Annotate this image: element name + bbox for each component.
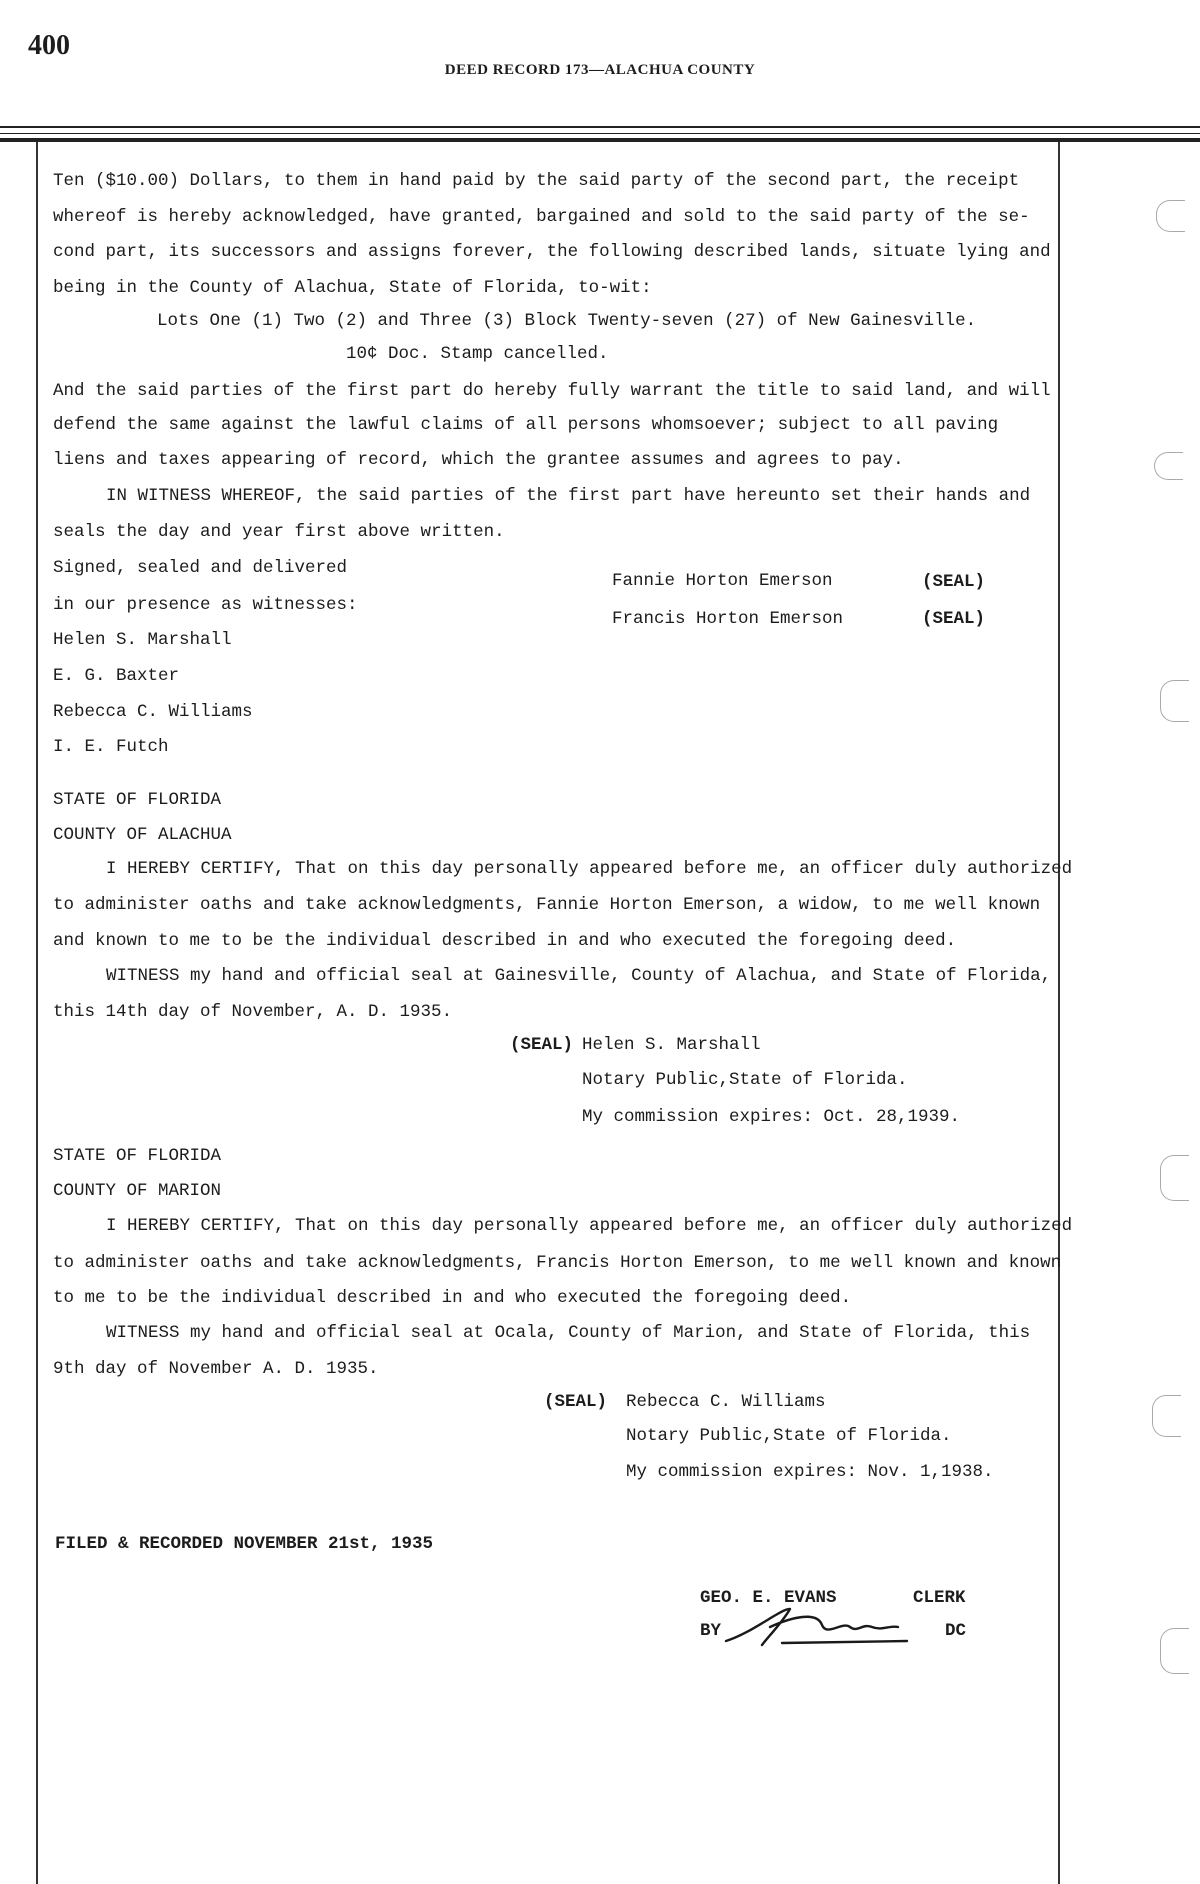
deed-line: liens and taxes appearing of record, which the grantee assumes and agrees to pay. [53,450,904,470]
punch-hole [1156,200,1185,232]
ack2-line: WITNESS my hand and official seal at Ocala, County of Marion, and State of Florida, this [106,1323,1031,1343]
deed-line: seals the day and year first above written. [53,522,505,542]
witness-name: E. G. Baxter [53,666,180,686]
grantor-name: Francis Horton Emerson [612,609,844,629]
deed-line: IN WITNESS WHEREOF, the said parties of the first part have hereunto set their hands and [106,486,1031,506]
ack1-line: and known to me to be the individual described in and who executed the foregoing deed. [53,931,957,951]
punch-hole [1160,680,1189,722]
filed-recorded: FILED & RECORDED NOVEMBER 21st, 1935 [55,1534,434,1554]
deed-line: whereof is hereby acknowledged, have granted, bargained and sold to the said party of the se- [53,207,1030,227]
punch-hole [1152,1395,1181,1437]
punch-hole [1154,452,1183,480]
deed-line: cond part, its successors and assigns forever, the following described lands, situate lying and [53,242,1051,262]
witness-heading: in our presence as witnesses: [53,595,358,615]
ack2-notary-title: Notary Public,State of Florida. [626,1426,952,1446]
deed-line: And the said parties of the first part do hereby fully warrant the title to said land, and will [53,381,1051,401]
header-rule [0,126,1200,128]
ack1-notary-name: Helen S. Marshall [582,1035,761,1055]
punch-hole [1160,1628,1189,1674]
ack1-state: STATE OF FLORIDA [53,790,222,810]
deputy-signature-icon [722,1603,912,1648]
ack2-state: STATE OF FLORIDA [53,1146,222,1166]
ack2-seal: (SEAL) [544,1392,608,1412]
ack2-line: to administer oaths and take acknowledgments, Francis Horton Emerson, to me well known and known [53,1253,1062,1273]
witness-name: I. E. Futch [53,737,169,757]
ack2-line: to me to be the individual described in and who executed the foregoing deed. [53,1288,852,1308]
ack1-commission: My commission expires: Oct. 28,1939. [582,1107,961,1127]
ack2-county: COUNTY OF MARION [53,1181,222,1201]
ack1-line: WITNESS my hand and official seal at Gainesville, County of Alachua, and State of Florida, [106,966,1052,986]
grantor-seal: (SEAL) [922,572,986,592]
by-label: BY [700,1621,722,1641]
grantor-seal: (SEAL) [922,609,986,629]
clerk-title: CLERK [913,1588,966,1608]
page-title: DEED RECORD 173—ALACHUA COUNTY [444,62,756,78]
header-rule [0,133,1200,134]
ack2-notary-name: Rebecca C. Williams [626,1392,826,1412]
deed-line: Ten ($10.00) Dollars, to them in hand paid by the said party of the second part, the receipt [53,171,1020,191]
deed-line: defend the same against the lawful claims of all persons whomsoever; subject to all paving [53,415,999,435]
ack1-line: to administer oaths and take acknowledgments, Fannie Horton Emerson, a widow, to me well known [53,895,1041,915]
property-description: Lots One (1) Two (2) and Three (3) Block Twenty-seven (27) of New Gainesville. [157,311,977,331]
header-rule [0,138,1200,142]
witness-name: Helen S. Marshall [53,630,232,650]
grantor-name: Fannie Horton Emerson [612,571,833,591]
witness-name: Rebecca C. Williams [53,702,253,722]
clerk-name: GEO. E. EVANS [700,1588,837,1608]
left-margin-line [36,142,38,1884]
dc-label: DC [945,1621,967,1641]
ack2-line: I HEREBY CERTIFY, That on this day personally appeared before me, an officer duly authorized [106,1216,1073,1236]
punch-hole [1160,1155,1189,1201]
ack1-line: I HEREBY CERTIFY, That on this day personally appeared before me, an officer duly authorized [106,859,1073,879]
ack1-line: this 14th day of November, A. D. 1935. [53,1002,453,1022]
ack2-commission: My commission expires: Nov. 1,1938. [626,1462,994,1482]
right-margin-line [1058,142,1060,1884]
ack1-county: COUNTY OF ALACHUA [53,825,232,845]
deed-line: being in the County of Alachua, State of Florida, to-wit: [53,278,652,298]
ack1-seal: (SEAL) [510,1035,574,1055]
page-number: 400 [28,30,70,61]
witness-heading: Signed, sealed and delivered [53,558,348,578]
doc-stamp-note: 10¢ Doc. Stamp cancelled. [346,344,609,364]
ack1-notary-title: Notary Public,State of Florida. [582,1070,908,1090]
ack2-line: 9th day of November A. D. 1935. [53,1359,379,1379]
